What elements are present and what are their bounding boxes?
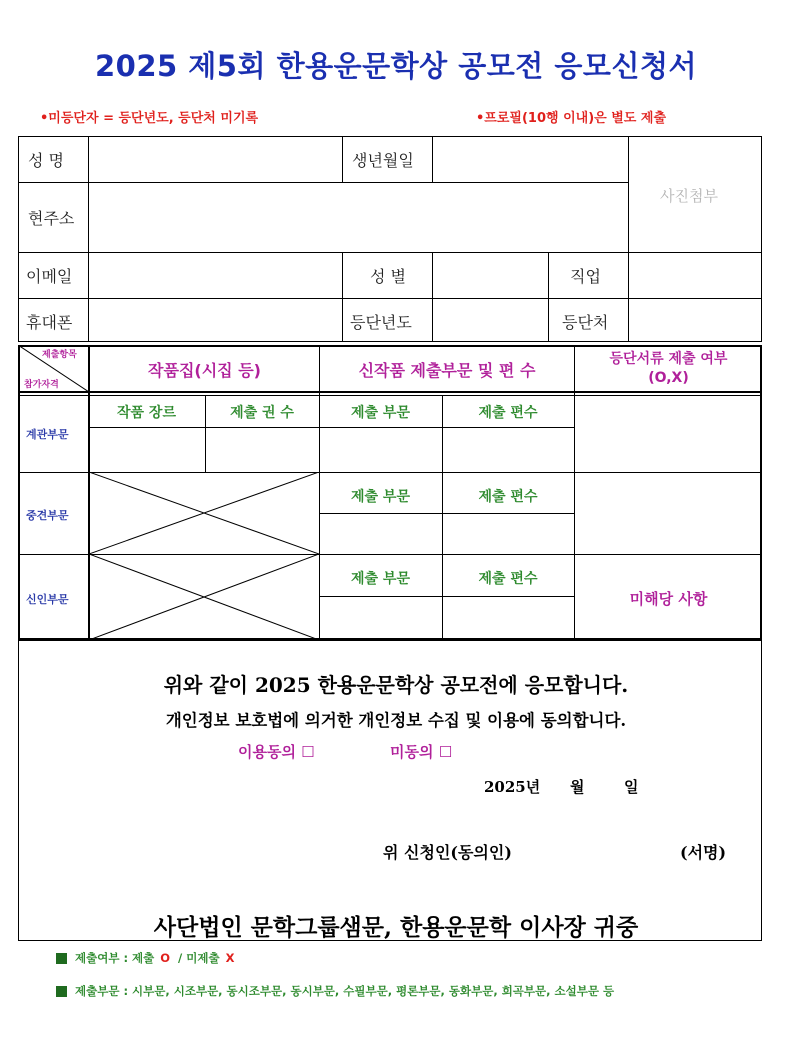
col-docs-header-line2: (O,X) (648, 370, 689, 386)
name-label: 성 명 (28, 150, 64, 170)
row-label-midcareer: 중견부문 (26, 509, 69, 522)
legend-o: O (160, 951, 171, 965)
legend-submit (56, 950, 234, 966)
date-month: 월 (570, 778, 585, 796)
legend-sep: / 미제출 (178, 951, 220, 965)
note-profile: •프로필(10행 이내)은 별도 제출 (476, 111, 666, 126)
legend-sections (56, 983, 614, 999)
legend-square-icon (56, 953, 67, 964)
address-field[interactable] (90, 184, 626, 250)
sub-count-header-3: 제출 편수 (478, 571, 538, 587)
job-field[interactable] (630, 254, 760, 296)
debut-place-label: 등단처 (562, 312, 609, 332)
birth-label: 생년월일 (352, 150, 414, 170)
job-label: 직업 (570, 266, 601, 286)
debut-place-field[interactable] (630, 300, 760, 340)
recipient-line: 사단법인 문학그룹샘문, 한용운문학 이사장 귀중 (153, 914, 639, 941)
photo-placeholder[interactable]: 사진첨부 (660, 187, 718, 205)
agree-checkbox[interactable]: 이용동의 ☐ (238, 743, 315, 761)
disagree-checkbox[interactable]: 미동의 ☐ (390, 743, 453, 761)
corner-bottom-label: 참가자격 (24, 380, 59, 390)
applicant-label: 위 신청인(동의인) (383, 843, 512, 862)
col-new-header: 신작품 제출부문 및 편 수 (358, 361, 536, 380)
declaration-line2: 개인정보 보호법에 의거한 개인정보 수집 및 이용에 동의합니다. (165, 711, 627, 730)
legend-x: X (225, 951, 235, 965)
not-applicable-label: 미해당 사항 (629, 590, 708, 608)
phone-label: 휴대폰 (26, 312, 73, 332)
sub-count-header-1: 제출 편수 (478, 405, 538, 421)
page-title: 2025 제5회 한용운문학상 공모전 응모신청서 (94, 49, 697, 83)
date-day: 일 (624, 778, 639, 796)
col-docs-header-line1: 등단서류 제출 여부 (609, 351, 728, 367)
row-label-laureate: 계관부문 (26, 428, 69, 441)
col-collection-header: 작품집(시집 등) (148, 361, 261, 380)
email-label: 이메일 (26, 266, 73, 286)
legend-submit-label: 제출여부 : 제출 (75, 951, 155, 965)
name-field[interactable] (90, 138, 340, 180)
signature-label[interactable]: (서명) (680, 843, 727, 862)
address-label: 현주소 (28, 208, 75, 228)
row-label-newcomer: 신인부문 (26, 593, 69, 606)
sub-genre-header: 작품 장르 (117, 405, 176, 421)
sub-section-header-1: 제출 부문 (351, 405, 410, 421)
legend-square-icon (56, 986, 67, 997)
genre-input[interactable] (90, 429, 204, 471)
volumes-input[interactable] (207, 429, 318, 471)
gender-field[interactable] (434, 254, 546, 296)
note-non-debut: •미등단자 = 등단년도, 등단처 미기록 (40, 111, 259, 126)
phone-field[interactable] (90, 300, 340, 340)
debut-year-field[interactable] (434, 300, 546, 340)
birth-field[interactable] (434, 138, 626, 180)
sub-count-header-2: 제출 편수 (478, 489, 538, 505)
declaration-line1: 위와 같이 2025 한용운문학상 공모전에 응모합니다. (163, 673, 629, 697)
corner-top-label: 제출항목 (42, 350, 77, 360)
sub-section-header-2: 제출 부문 (351, 489, 410, 505)
debut-year-label: 등단년도 (350, 312, 412, 332)
sub-section-header-3: 제출 부문 (351, 571, 410, 587)
legend-sections-label: 제출부문 : 시부문, 시조부문, 동시조부문, 동시부문, 수필부문, 평론부문, 동화부문, 희곡부문, 소설부문 등 (75, 984, 615, 998)
date-year: 2025년 (484, 778, 541, 796)
gender-label: 성 별 (370, 266, 406, 286)
sub-volumes-header: 제출 권 수 (230, 405, 294, 421)
email-field[interactable] (90, 254, 340, 296)
row2-cross-out (89, 472, 319, 554)
row3-cross-out (89, 554, 319, 640)
